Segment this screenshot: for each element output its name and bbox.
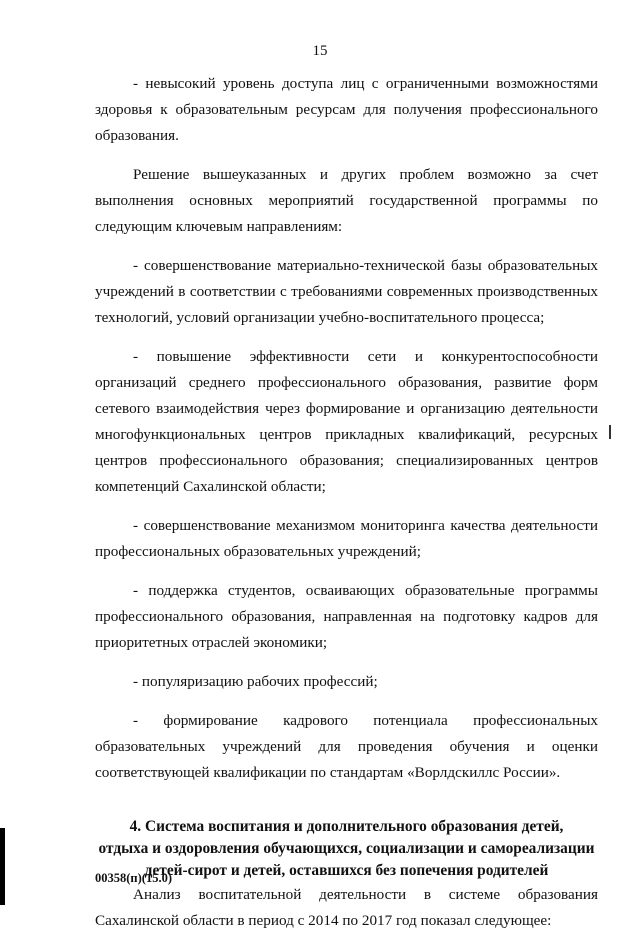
section-heading-line: 4. Система воспитания и дополнительного образования детей, (129, 818, 564, 835)
paragraph-accessibility-issue: - невысокий уровень доступа лиц с ограниченными возможностями здоровья к образовательным ресурсам для получения профессионального образования. (95, 75, 598, 144)
document-body (95, 71, 598, 934)
paragraph-network-efficiency: - повышение эффективности сети и конкурентоспособности организаций среднего профессионального образования, развитие форм сетевого взаимодействия через формирование и организацию деятельности многофункциональных центров прикладных квалификаций, ресурсных центров профессионального образования; специализированных центров компетенций Сахалинской области; (95, 348, 598, 495)
paragraph-staff-potential: - формирование кадрового потенциала профессиональных образовательных учреждений для проведения обучения и оценки соответствующей квалификации по стандартам «Ворлдскиллс России». (95, 712, 598, 781)
paragraph-quality-monitoring: - совершенствование механизмом мониторинга качества деятельности профессиональных образовательных учреждений; (95, 517, 598, 560)
scan-binding-mark (0, 828, 5, 905)
scan-speck (609, 425, 611, 439)
section-heading (95, 786, 598, 882)
section-heading-line: отдыха и оздоровления обучающихся, социализации и самореализации (98, 840, 595, 857)
paragraph-popularization: - популяризацию рабочих профессий; (133, 673, 378, 690)
document-code: 00358(п)(15.0) (95, 871, 172, 885)
paragraph-solution-intro: Решение вышеуказанных и других проблем возможно за счет выполнения основных мероприятий государственной программы по следующим ключевым направлениям: (95, 166, 598, 235)
section-heading-line: детей-сирот и детей, оставшихся без попечения родителей (144, 862, 549, 879)
paragraph-student-support: - поддержка студентов, осваивающих образовательные программы профессионального образования, направленная на подготовку кадров для приоритетных отраслей экономики; (95, 582, 598, 651)
page-number: 15 (312, 43, 328, 59)
paragraph-analysis-intro: Анализ воспитательной деятельности в системе образования Сахалинской области в период с 2014 по 2017 год показал следующее: (95, 886, 598, 929)
paragraph-material-base: - совершенствование материально-технической базы образовательных учреждений в соответствии с требованиями современных производственных технологий, условий организации учебно-воспитательного процесса; (95, 257, 598, 326)
